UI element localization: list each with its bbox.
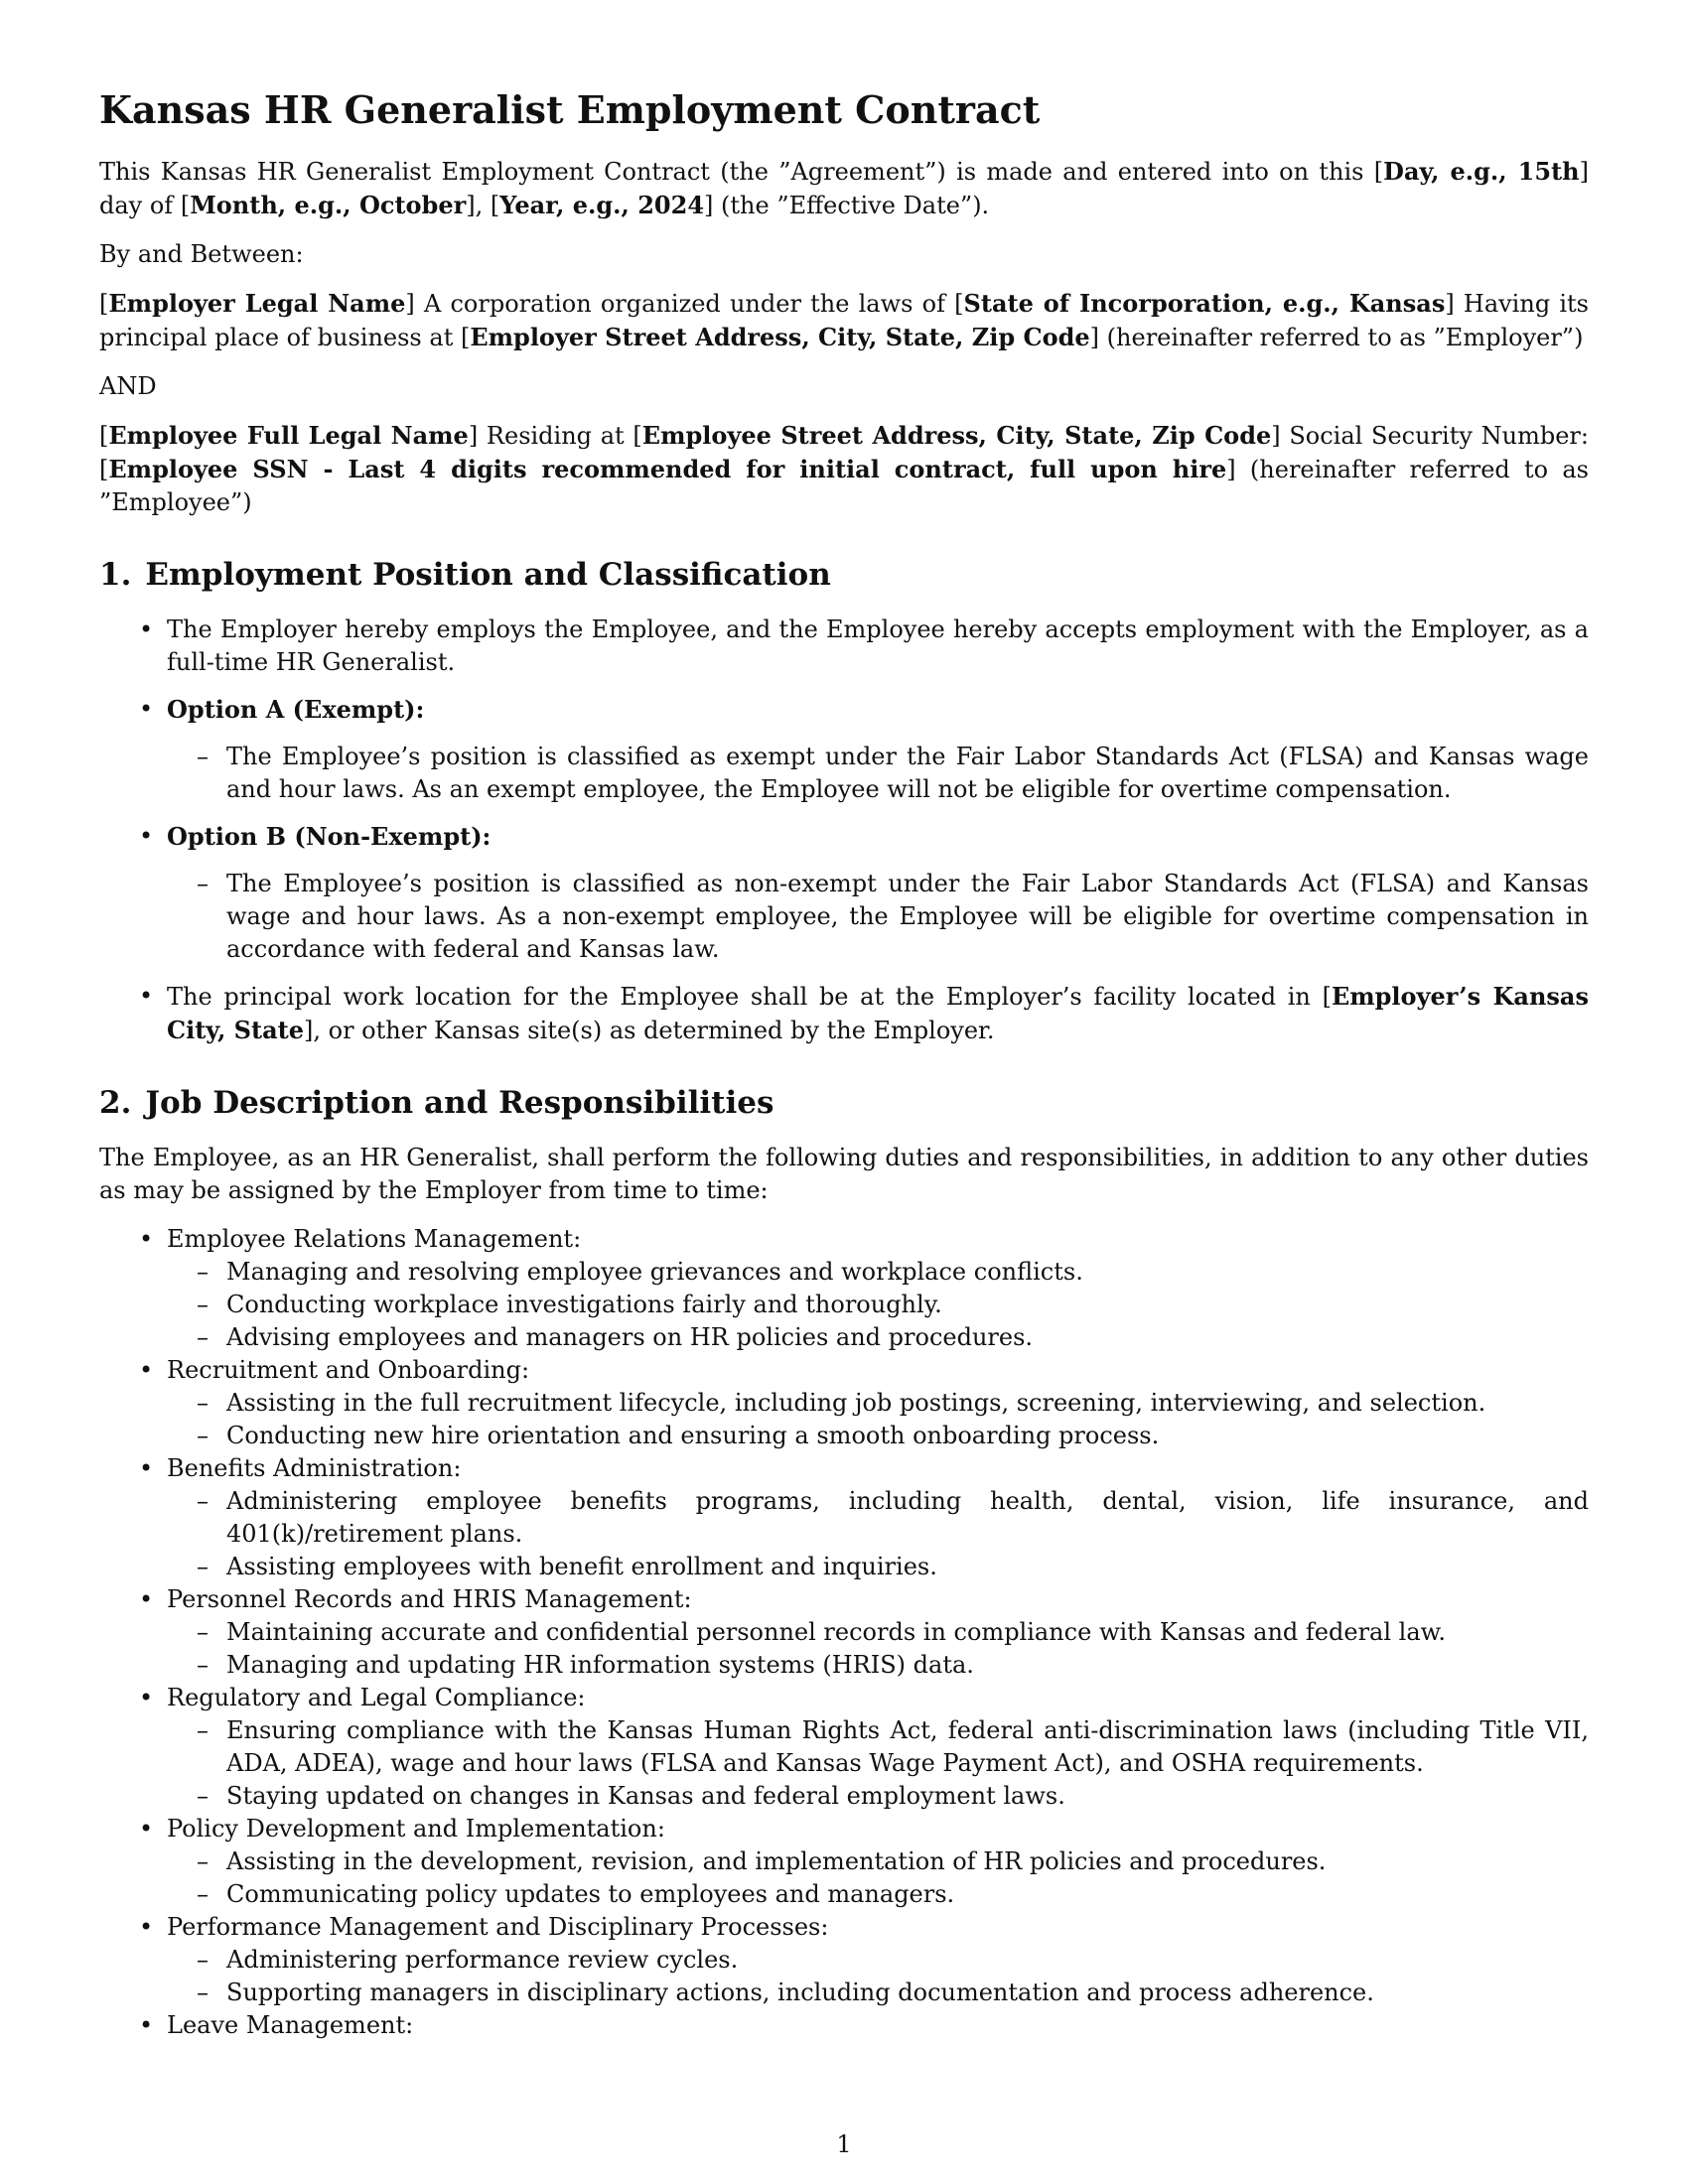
work-location-placeholder: Employer’s Kansas City, State	[167, 981, 1589, 1044]
list-item	[167, 1452, 1589, 1583]
duty-category-label: Benefits Administration:	[167, 1453, 462, 1482]
list-item	[167, 1354, 1589, 1452]
list-item	[167, 820, 1589, 966]
option-b-label: Option B (Non-Exempt):	[167, 821, 492, 851]
by-and-between: By and Between:	[99, 239, 304, 268]
option-a-label: Option A (Exempt):	[167, 694, 425, 724]
option-b-text: – The Employee’s position is classified as non-exempt under the Fair Labor Standards Act (FLSA) and Kansas wage and hour laws. As a non-exempt employee, the Employee will be eligible for overtime compensation in accordance with federal and Kansas law.	[226, 868, 1589, 966]
year-placeholder: Year, e.g., 2024	[499, 190, 705, 219]
duties-list	[99, 1223, 1589, 2042]
duty-sub-item: – Conducting new hire orientation and ensuring a smooth onboarding process.	[226, 1420, 1589, 1452]
employer-paragraph: [Employer Legal Name] A corporation organized under the laws of [State of Incorporation, e.g., Kansas] Having its principal place of business at [Employer Street Address, City, State, Zip Code] (hereinafter referred to as ”Employer”)	[99, 288, 1590, 351]
duty-sub-item: – Staying updated on changes in Kansas and federal employment laws.	[226, 1780, 1589, 1813]
day-placeholder: Day, e.g., 15th	[1383, 156, 1580, 186]
duty-sub-item: – Conducting workplace investigations fairly and thoroughly.	[226, 1289, 1589, 1321]
employee-ssn-placeholder: Employee SSN - Last 4 digits recommended for initial contract, full upon hire	[108, 454, 1227, 483]
duty-sub-item: – Administering employee benefits programs, including health, dental, vision, life insurance, and 401(k)/retirement plans.	[226, 1485, 1589, 1551]
duty-category-label: Performance Management and Disciplinary Processes:	[167, 1912, 829, 1941]
section-2-intro: The Employee, as an HR Generalist, shall perform the following duties and responsibilities, in addition to any other duties as may be assigned by the Employer from time to time:	[99, 1143, 1589, 1204]
duty-category-label: Employee Relations Management:	[167, 1224, 582, 1253]
section-2-heading: 2. Job Description and Responsibilities	[99, 1084, 774, 1121]
list-item	[167, 1682, 1589, 1813]
option-a-text: – The Employee’s position is classified as exempt under the Fair Labor Standards Act (FLSA) and Kansas wage and hour laws. As an exempt employee, the Employee will not be eligible for overtime compensation.	[226, 741, 1589, 806]
employee-name-placeholder: Employee Full Legal Name	[108, 420, 469, 450]
section-1	[99, 557, 1589, 1047]
duty-category-label: Recruitment and Onboarding:	[167, 1355, 530, 1384]
duty-sub-item: – Assisting employees with benefit enrollment and inquiries.	[226, 1551, 1589, 1583]
list-item: • The principal work location for the Employee shall be at the Employer’s facility located in [Employer’s Kansas City, State], or other Kansas site(s) as determined by the Employer.	[167, 980, 1589, 1047]
duty-sub-item: – Assisting in the development, revision, and implementation of HR policies and procedures.	[226, 1845, 1589, 1878]
duty-sub-item: – Assisting in the full recruitment lifecycle, including job postings, screening, interviewing, and selection.	[226, 1387, 1589, 1420]
duty-sub-item: – Communicating policy updates to employees and managers.	[226, 1878, 1589, 1911]
list-item	[167, 1583, 1589, 1682]
duty-category-label: Policy Development and Implementation:	[167, 1814, 665, 1843]
duty-category-label: Leave Management:	[167, 2010, 414, 2039]
list-item	[167, 1223, 1589, 1354]
intro-paragraph: This Kansas HR Generalist Employment Contract (the ”Agreement”) is made and entered into on this [Day, e.g., 15th] day of [Month, e.g., October], [Year, e.g., 2024] (the ”Effective Date”).	[99, 156, 1589, 219]
list-item: • The Employer hereby employs the Employee, and the Employee hereby accepts employment with the Employer, as a full-time HR Generalist.	[167, 614, 1589, 679]
section-2	[99, 1085, 1589, 2042]
and-separator: AND	[99, 371, 157, 400]
employer-address-placeholder: Employer Street Address, City, State, Zip Code	[470, 322, 1090, 351]
page-number: 1	[836, 2130, 852, 2158]
duty-category-label: Personnel Records and HRIS Management:	[167, 1584, 692, 1613]
employer-state-placeholder: State of Incorporation, e.g., Kansas	[963, 288, 1446, 318]
employee-address-placeholder: Employee Street Address, City, State, Zip Code	[641, 420, 1272, 450]
employer-name-placeholder: Employer Legal Name	[108, 288, 406, 318]
list-item	[167, 693, 1589, 806]
duty-sub-item: – Managing and updating HR information systems (HRIS) data.	[226, 1649, 1589, 1682]
list-item	[167, 2009, 1589, 2042]
list-item	[167, 1813, 1589, 1911]
month-placeholder: Month, e.g., October	[190, 190, 467, 219]
duty-sub-item: – Advising employees and managers on HR policies and procedures.	[226, 1321, 1589, 1354]
duty-sub-item: – Ensuring compliance with the Kansas Human Rights Act, federal anti-discrimination laws (including Title VII, ADA, ADEA), wage and hour laws (FLSA and Kansas Wage Payment Act), and OSHA requirements.	[226, 1714, 1589, 1780]
duty-sub-item: – Managing and resolving employee grievances and workplace conflicts.	[226, 1256, 1589, 1289]
duty-sub-item: – Maintaining accurate and confidential personnel records in compliance with Kansas and federal law.	[226, 1616, 1589, 1649]
document-title: Kansas HR Generalist Employment Contract	[99, 87, 1041, 132]
duty-sub-item: – Supporting managers in disciplinary actions, including documentation and process adherence.	[226, 1977, 1589, 2009]
section-1-heading: 1. Employment Position and Classification	[99, 556, 831, 593]
employee-paragraph: [Employee Full Legal Name] Residing at [Employee Street Address, City, State, Zip Code] Social Security Number: [Employee SSN - Last 4 digits recommended for initial contract, full upon hire] (hereinafter referred to as ”Employee”)	[99, 420, 1589, 516]
duty-sub-item: – Administering performance review cycles.	[226, 1944, 1589, 1977]
list-item	[167, 1911, 1589, 2009]
duty-category-label: Regulatory and Legal Compliance:	[167, 1683, 586, 1711]
section-1-list	[99, 614, 1589, 1047]
